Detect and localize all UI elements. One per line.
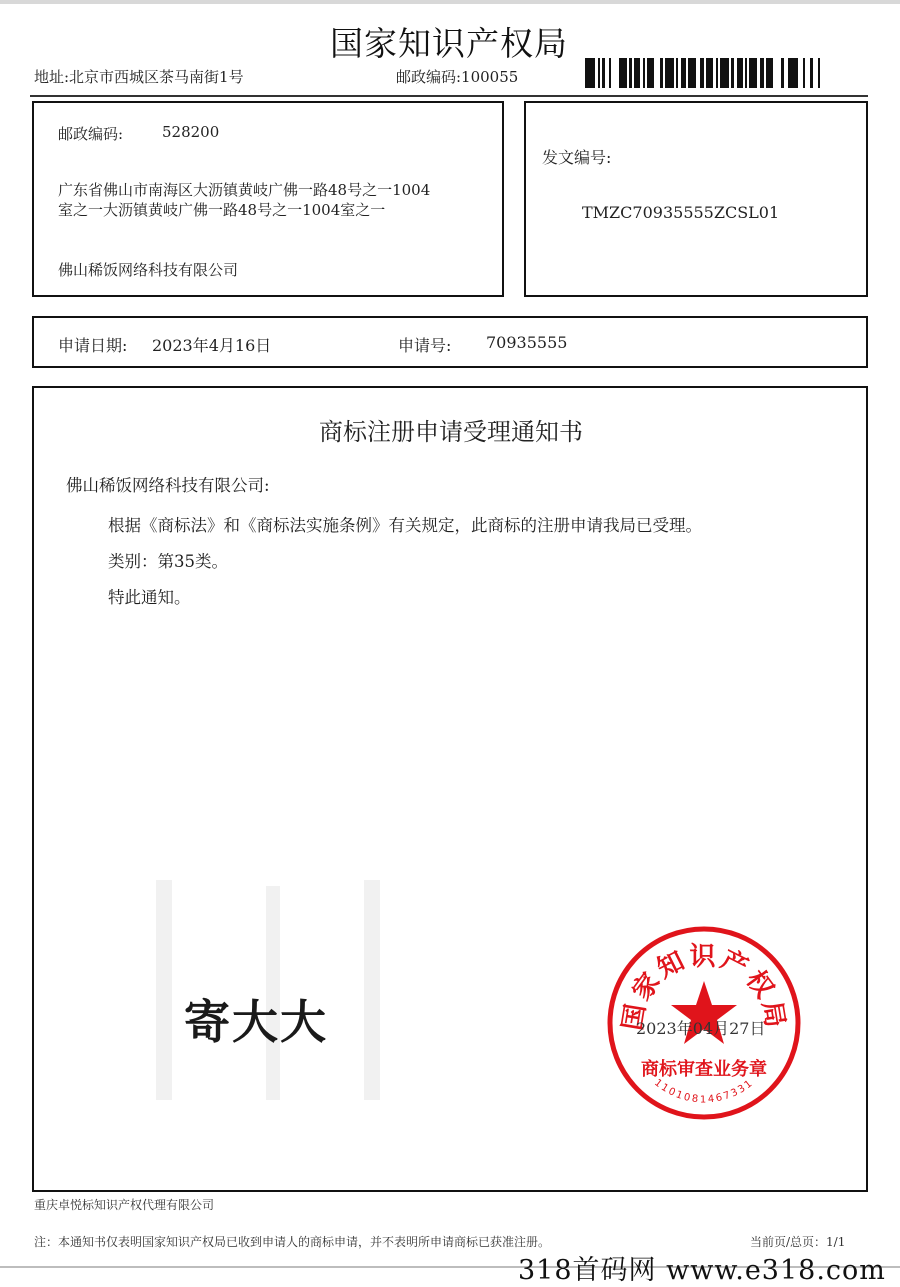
application-box: [32, 316, 868, 368]
seal-bottom-text: 商标审查业务章: [641, 1059, 767, 1080]
header-rule: [30, 95, 868, 97]
notice-body: 根据《商标法》和《商标法实施条例》有关规定，此商标的注册申请我局已受理。: [108, 516, 702, 535]
recipient-postcode-label: 邮政编码:: [58, 125, 124, 143]
site-watermark: 318首码网 www.e318.com: [518, 1255, 886, 1286]
footer-note: 注：本通知书仅表明国家知识产权局已收到申请人的商标申请，并不表明所申请商标已获准注册。: [34, 1235, 551, 1249]
recipient-company: 佛山稀饭网络科技有限公司: [58, 261, 239, 279]
application-date-label: 申请日期:: [58, 336, 128, 355]
ghost-stroke: [364, 880, 380, 1100]
seal-arc-text: 国家知识产权局: [617, 942, 791, 1033]
seal-serial: 1101081467331: [652, 1077, 756, 1106]
recipient-box: [32, 101, 504, 297]
notice-salutation: 佛山稀饭网络科技有限公司:: [66, 476, 270, 495]
page-indicator: 当前页/总页：1/1: [750, 1235, 846, 1249]
notice-title: 商标注册申请受理通知书: [319, 418, 583, 446]
notice-category: 类别：第35类。: [108, 552, 228, 571]
recipient-address-line2: 室之一大沥镇黄岐广佛一路48号之一1004室之一: [58, 201, 386, 219]
doc-number-box: [524, 101, 868, 297]
application-date: 2023年4月16日: [152, 336, 272, 355]
agency-title: 国家知识产权局: [330, 24, 568, 63]
agency-postcode: 邮政编码:100055: [396, 68, 519, 86]
application-number: 70935555: [486, 333, 568, 352]
recipient-postcode: 528200: [162, 123, 220, 141]
doc-number-label: 发文编号:: [542, 148, 612, 167]
top-edge-strip: [0, 0, 900, 4]
notice-closing: 特此通知。: [108, 588, 191, 607]
doc-number-value: TMZC70935555ZCSL01: [582, 203, 780, 222]
ghost-stroke: [156, 880, 172, 1100]
recipient-address-line1: 广东省佛山市南海区大沥镇黄岐广佛一路48号之一1004: [58, 181, 431, 199]
application-number-label: 申请号:: [398, 336, 452, 355]
agent-name: 重庆卓悦标知识产权代理有限公司: [34, 1198, 215, 1212]
issue-date: 2023年04月27日: [636, 1019, 766, 1038]
sender-name: 寄大大: [184, 995, 328, 1049]
barcode: [585, 58, 867, 88]
agency-address: 地址:北京市西城区茶马南街1号: [34, 68, 244, 86]
notice-box: [32, 386, 868, 1192]
